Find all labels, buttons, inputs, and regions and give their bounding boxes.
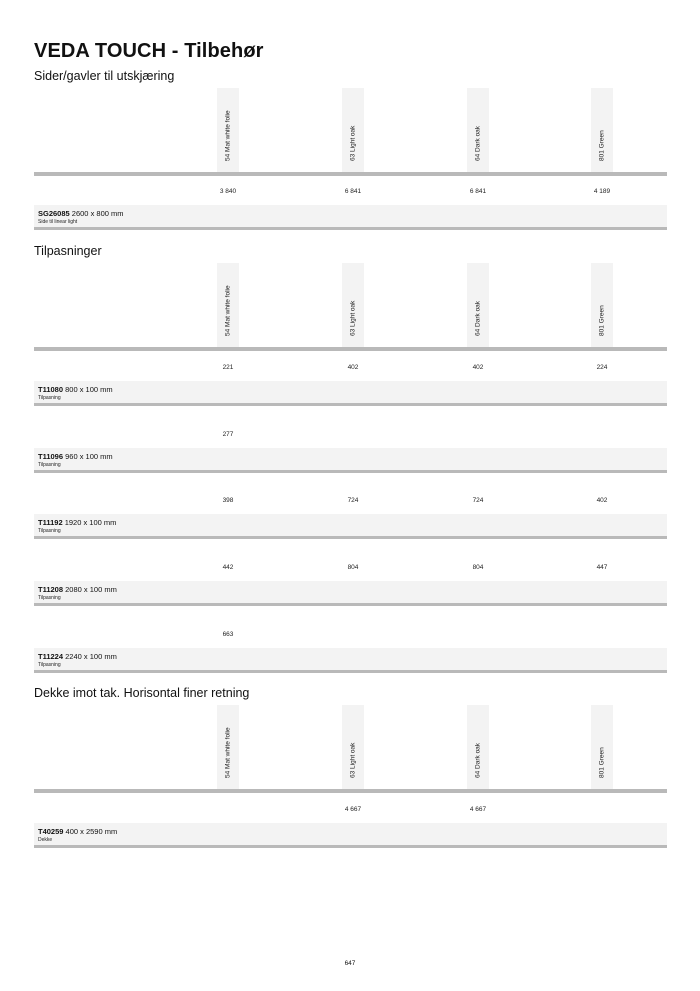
product-id: T11192 bbox=[38, 518, 63, 527]
product-id: T11224 bbox=[38, 652, 64, 661]
product-desc: Tilpasning bbox=[38, 462, 61, 468]
column-label: 801 Green bbox=[598, 747, 606, 778]
price-cell: 447 bbox=[596, 564, 608, 571]
product-size: 2600 x 800 mm bbox=[71, 209, 124, 218]
column-label: 63 Light oak bbox=[349, 300, 357, 336]
price-cell: 3 840 bbox=[219, 188, 237, 195]
price-cell: 277 bbox=[222, 431, 234, 438]
column-light-oak bbox=[342, 263, 364, 347]
column-mat-white bbox=[217, 263, 239, 347]
price-cell: 724 bbox=[347, 497, 359, 504]
column-label: 54 Mat white folie bbox=[224, 110, 232, 161]
price-cell: 402 bbox=[472, 364, 484, 371]
row-band bbox=[34, 648, 667, 670]
table-row bbox=[34, 489, 667, 541]
price-cell: 4 189 bbox=[593, 188, 611, 195]
row-band bbox=[34, 381, 667, 403]
row-band bbox=[34, 514, 667, 536]
price-cell: 663 bbox=[222, 631, 234, 638]
row-rule bbox=[34, 536, 667, 539]
column-green bbox=[591, 263, 613, 347]
page-title: VEDA TOUCH - Tilbehør bbox=[34, 40, 264, 62]
header-rule bbox=[34, 789, 667, 793]
row-rule bbox=[34, 670, 667, 673]
column-dark-oak bbox=[467, 705, 489, 789]
column-label: 63 Light oak bbox=[349, 742, 357, 778]
price-cell: 442 bbox=[222, 564, 234, 571]
table-row bbox=[34, 798, 667, 850]
product-id: T40259 bbox=[38, 827, 64, 836]
price-cell: 221 bbox=[222, 364, 234, 371]
table-row bbox=[34, 356, 667, 408]
row-rule bbox=[34, 603, 667, 606]
product-code bbox=[38, 209, 124, 218]
column-label: 64 Dark oak bbox=[474, 125, 482, 161]
column-mat-white bbox=[217, 705, 239, 789]
column-dark-oak bbox=[467, 263, 489, 347]
column-green bbox=[591, 705, 613, 789]
section-title-sider: Sider/gavler til utskjæring bbox=[34, 69, 175, 83]
product-code bbox=[38, 585, 117, 594]
product-desc: Tilpasning bbox=[38, 395, 61, 401]
column-label: 64 Dark oak bbox=[474, 300, 482, 336]
section-title-tilpasninger: Tilpasninger bbox=[34, 244, 102, 258]
column-header bbox=[34, 263, 667, 355]
row-band bbox=[34, 205, 667, 227]
price-cell: 398 bbox=[222, 497, 234, 504]
row-rule bbox=[34, 470, 667, 473]
price-cell: 804 bbox=[472, 564, 484, 571]
product-desc: Tilpasning bbox=[38, 662, 61, 668]
column-dark-oak bbox=[467, 88, 489, 172]
column-green bbox=[591, 88, 613, 172]
table-row bbox=[34, 423, 667, 475]
product-size: 960 x 100 mm bbox=[65, 452, 113, 461]
header-rule bbox=[34, 347, 667, 351]
price-cell: 804 bbox=[347, 564, 359, 571]
row-band bbox=[34, 823, 667, 845]
product-size: 2080 x 100 mm bbox=[65, 585, 117, 594]
product-code bbox=[38, 452, 113, 461]
column-light-oak bbox=[342, 88, 364, 172]
page-number: 647 bbox=[344, 960, 356, 967]
price-cell: 402 bbox=[347, 364, 359, 371]
row-rule bbox=[34, 845, 667, 848]
table-row bbox=[34, 180, 667, 232]
product-size: 2240 x 100 mm bbox=[65, 652, 117, 661]
column-label: 54 Mat white folie bbox=[224, 285, 232, 336]
price-cell: 6 841 bbox=[344, 188, 362, 195]
column-light-oak bbox=[342, 705, 364, 789]
price-cell: 402 bbox=[596, 497, 608, 504]
price-cell: 4 667 bbox=[469, 806, 487, 813]
section-title-dekke: Dekke imot tak. Horisontal finer retning bbox=[34, 686, 250, 700]
column-header bbox=[34, 88, 667, 180]
price-cell: 4 667 bbox=[344, 806, 362, 813]
table-row bbox=[34, 556, 667, 608]
product-desc: Dekke bbox=[38, 837, 53, 843]
product-code bbox=[38, 652, 117, 661]
column-label: 64 Dark oak bbox=[474, 742, 482, 778]
price-cell: 224 bbox=[596, 364, 608, 371]
product-code bbox=[38, 385, 113, 394]
column-label: 801 Green bbox=[598, 130, 606, 161]
row-rule bbox=[34, 227, 667, 230]
product-size: 800 x 100 mm bbox=[65, 385, 113, 394]
row-rule bbox=[34, 403, 667, 406]
price-cell: 724 bbox=[472, 497, 484, 504]
price-cell: 6 841 bbox=[469, 188, 487, 195]
row-band bbox=[34, 448, 667, 470]
product-id: T11080 bbox=[38, 385, 64, 394]
product-size: 1920 x 100 mm bbox=[64, 518, 117, 527]
table-row bbox=[34, 623, 667, 675]
product-id: T11096 bbox=[38, 452, 64, 461]
product-desc: Side til linear light bbox=[38, 219, 78, 225]
product-id: T11208 bbox=[38, 585, 64, 594]
product-desc: Tilpasning bbox=[38, 528, 61, 534]
column-label: 63 Light oak bbox=[349, 125, 357, 161]
product-id: SG26085 bbox=[38, 209, 70, 218]
column-mat-white bbox=[217, 88, 239, 172]
product-desc: Tilpasning bbox=[38, 595, 61, 601]
product-code bbox=[38, 827, 117, 836]
header-rule bbox=[34, 172, 667, 176]
column-header bbox=[34, 705, 667, 797]
row-band bbox=[34, 581, 667, 603]
product-size: 400 x 2590 mm bbox=[65, 827, 118, 836]
column-label: 54 Mat white folie bbox=[224, 727, 232, 778]
column-label: 801 Green bbox=[598, 305, 606, 336]
product-code bbox=[38, 518, 116, 527]
